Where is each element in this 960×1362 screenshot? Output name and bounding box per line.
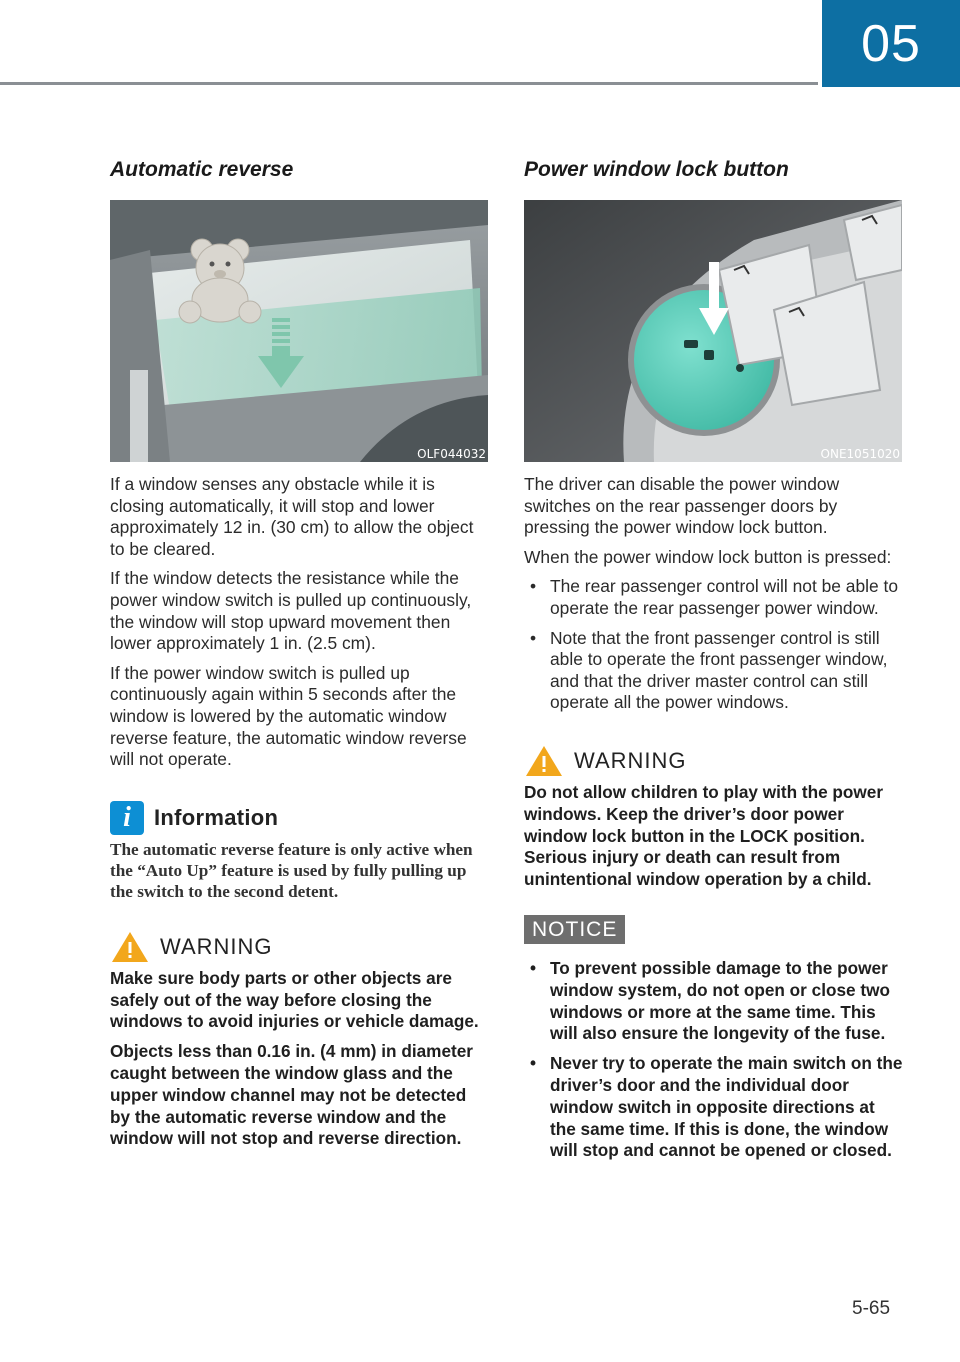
paragraph: The driver can disable the power window switches on the rear passenger doors by pressing the power window lock button. (524, 474, 840, 538)
paragraph: When the power window lock button is pressed: (524, 546, 892, 567)
notice-badge: NOTICE (524, 915, 625, 944)
warning-triangle-icon (524, 744, 564, 778)
chapter-tab: 05 (822, 0, 960, 87)
list-item: • Never try to operate the main switch on the driver’s door and the individual door window switch in opposite directions at the same time. If this is done, the window will stop and cannot be opened or closed. (530, 1053, 903, 1161)
information-label: Information (154, 804, 279, 830)
left-column (110, 158, 488, 1158)
section-heading-automatic-reverse: Automatic reverse (110, 158, 294, 181)
notice-block (524, 915, 904, 1162)
figure-code: OLF044032 (417, 447, 486, 461)
information-header (110, 801, 488, 835)
info-icon: i (110, 801, 144, 835)
list-item: • To prevent possible damage to the power window system, do not open or close two windows or more at the same time. This will also ensure the longevity of the fuse. (530, 957, 890, 1044)
warning-label: WARNING (160, 933, 273, 959)
list-item: • The rear passenger control will not be able to operate the rear passenger power window. (530, 576, 899, 618)
warning-text: Make sure body parts or other objects are safely out of the way before closing the windows to avoid injuries or vehicle damage. (110, 967, 479, 1032)
paragraph: If the power window switch is pulled up continuously again within 5 seconds after the window is lowered by the automatic window reverse feature, the automatic window reverse will not operate. (110, 662, 467, 770)
header-rule (0, 82, 818, 85)
warning-header (524, 744, 904, 778)
right-column (524, 158, 904, 1170)
warning-label: WARNING (574, 747, 687, 773)
warning-header (110, 930, 488, 964)
warning-text: Do not allow children to play with the power windows. Keep the driver’s door power window lock button in the LOCK position. Serious injury or death can result from unintentional window operation by a child. (524, 781, 884, 890)
information-text: The automatic reverse feature is only active when the “Auto Up” feature is used by fully pulling up the switch to the second detent. (110, 839, 473, 901)
teddy-bear-window-illustration (110, 200, 488, 462)
bullet-list (524, 576, 904, 714)
list-item: • Note that the front passenger control is still able to operate the front passenger window, and that the driver master control can still operate all the power windows. (530, 627, 888, 713)
paragraph: If a window senses any obstacle while it is closing automatically, it will stop and lower approximately 12 in. (30 cm) to allow the object to be cleared. (110, 474, 474, 559)
power-window-switch-illustration (524, 200, 902, 462)
section-heading-power-window-lock: Power window lock button (524, 158, 789, 181)
figure-power-window-lock (524, 200, 902, 462)
figure-code: ONE1051020 (820, 447, 900, 461)
warning-text: Objects less than 0.16 in. (4 mm) in diameter caught between the window glass and the upper window channel may not be detected by the automatic reverse window and the window will not stop and reverse direction. (110, 1041, 473, 1149)
paragraph: If the window detects the resistance while the power window switch is pulled up continuously, the window will stop upward movement then lower approximately 1 in. (2.5 cm). (110, 568, 472, 654)
notice-list (524, 958, 904, 1162)
figure-automatic-reverse (110, 200, 488, 462)
page-number: 5-65 (852, 1298, 891, 1319)
warning-triangle-icon (110, 930, 150, 964)
